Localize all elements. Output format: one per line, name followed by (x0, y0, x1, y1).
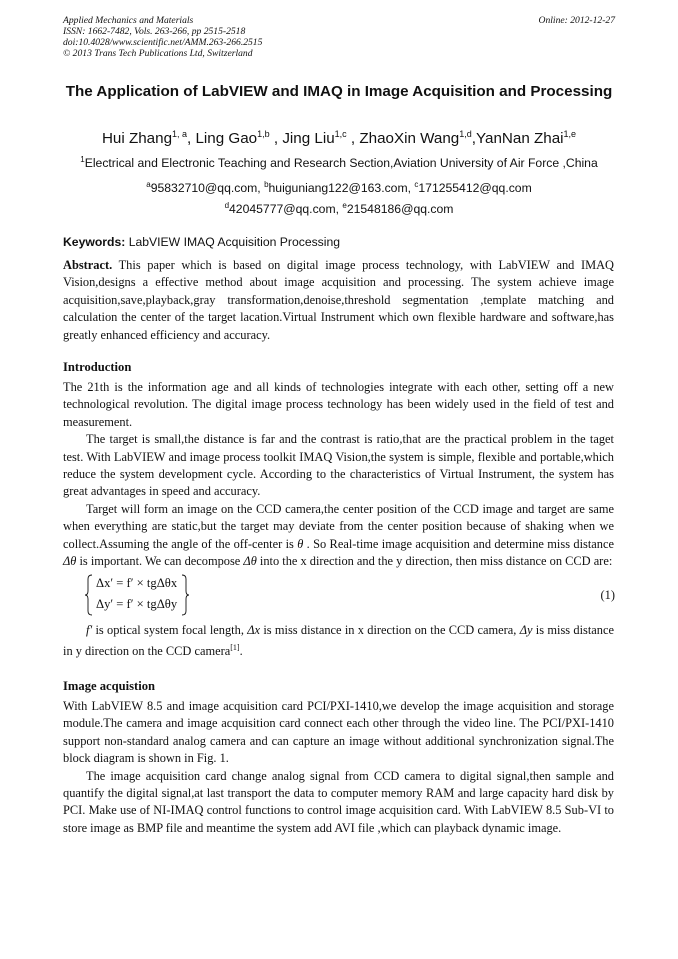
email-line-1: $^a$95832710@qq.com, $^b$huiguniang122@163.com, $^c$171255412@qq.com (146, 180, 532, 196)
email-link[interactable]: 95832710@qq.com (150, 181, 258, 196)
author-affil: 1,d (459, 129, 472, 139)
email-link[interactable]: 171255412@qq.com (418, 181, 532, 196)
section-heading-introduction: Introduction (63, 360, 132, 374)
email-line-2: $^d$42045777@qq.com, $^e$21548186@qq.com (224, 201, 454, 217)
author-name: Ling Gao (195, 130, 258, 148)
paragraph: The 21th is the information age and all kinds of technologies integrate with each other, setting off a new technological revolution. The digital image process technology has been widely used in the field of test and measurement. (63, 380, 614, 429)
equation-number: (1) (600, 588, 615, 602)
journal-header (63, 15, 615, 59)
abstract (63, 257, 614, 344)
author-affil: 1,e (563, 129, 577, 139)
right-brace-icon (181, 574, 189, 616)
author-list: Hui Zhang$^{1, a}$, Ling Gao$^{1,b}$ , Jing Liu$^{1,c}$ , ZhaoXin Wang$^{1,d}$,YanNan Zhai$^{1,e}$ (101, 129, 577, 148)
abstract-text: This paper which is based on digital image process technology, with LabVIEW and IMAQ Vision,designs a effective method about image acquisition and processing. The system achieve image acquisition,save,playback,gray transformation,denoise,threshold segmentation ,template matching and calculation the center of the target lacation.Virtual Instrument which own flexible hardware and software,has greatly enhanced efficiency and accuracy. (63, 258, 614, 342)
doi-line: doi:10.4028/www.scientific.net/AMM.263-266.2515 (63, 37, 263, 48)
author-name: Jing Liu (282, 130, 335, 148)
theta-symbol: θ (297, 536, 304, 551)
author-affil: 1,b (257, 129, 270, 139)
paragraph: The target is small,the distance is far and the contrast is ratio,that are the practical problem in the taget test. With LabVIEW and image process toolkit IMAQ Vision,the system is simple, flexible and portable,which reduce the system development cycle. According to the characteristics of Virtual Instrument, the system has great advantages in speed and accuracy. (63, 432, 614, 499)
paper-title: The Application of LabVIEW and IMAQ in Image Acquisition and Processing (65, 83, 613, 100)
copyright-line: © 2013 Trans Tech Publications Ltd, Switzerland (63, 48, 253, 59)
issn-line: ISSN: 1662-7482, Vols. 263-266, pp 2515-2518 (63, 26, 246, 37)
online-date: Online: 2012-12-27 (538, 15, 615, 26)
equation-line-y: Δy′ = f′ × tgΔθy (96, 597, 178, 611)
keywords (63, 235, 340, 249)
delta-theta-symbol: Δθ (243, 554, 257, 569)
equation-1 (85, 574, 615, 618)
citation[interactable]: [1] (230, 643, 240, 653)
equation-line-x: Δx′ = f′ × tgΔθx (96, 576, 178, 590)
keywords-text: LabVIEW IMAQ Acquisition Processing (128, 235, 341, 249)
introduction-body (63, 379, 614, 570)
affiliation: $^1$Electrical and Electronic Teaching and Research Section,Aviation University of Air Force ,China (80, 155, 598, 171)
paragraph: Target will form an image on the CCD camera,the center position of the CCD image and target are same when everything are static,but the target may deviate from the center position because of shaking when we collect.Assuming the angle of the off-center is θ . So Real-time image acquisition and determine miss distance Δθ is important. We can decompose Δθ into the x direction and the y direction, then miss distance on CCD are: (63, 501, 614, 569)
paragraph: The image acquisition card change analog signal from CCD camera to digital signal,then sample and quantify the digital signal,at last transport the data to computer memory RAM and large capacity hard disk by PCI. Make use of NI-IMAQ control functions to control image acquisition card. With LabVIEW 8.5 Sub-VI to store image as BMP file and meantime the system add AVI file ,which can playback dynamic image. (63, 768, 614, 835)
image-acquisition-body (63, 698, 614, 837)
author-name: YanNan Zhai (476, 130, 564, 148)
delta-theta-symbol: Δθ (63, 554, 77, 569)
author-affil: 1,c (334, 129, 347, 139)
focal-length-paragraph: f′ is optical system focal length, Δx is miss distance in x direction on the CCD camera, Δy is miss distance in y direction on the CCD camera[1]. (63, 623, 614, 659)
left-brace-icon (85, 574, 93, 616)
abstract-label: Abstract. (63, 258, 113, 272)
section-heading-image-acquisition: Image acquistion (63, 679, 156, 693)
author-name: Hui Zhang (101, 130, 173, 148)
email-link[interactable]: huiguniang122@163.com (268, 181, 408, 196)
author-name: ZhaoXin Wang (359, 130, 460, 148)
email-link[interactable]: 42045777@qq.com (229, 202, 336, 217)
email-link[interactable]: 21548186@qq.com (346, 202, 454, 217)
journal-name: Applied Mechanics and Materials (63, 15, 194, 26)
author-affil: 1, a (172, 129, 188, 139)
paragraph: With LabVIEW 8.5 and image acquisition card PCI/PXI-1410,we develop the image acquisition and storage module.The camera and image acquisition card connect each other through the video line. The PCI/PXI-1410 support non-standard analog camera and can capture an image without additional synchronization signal.The block diagram is shown in Fig. 1. (63, 699, 614, 766)
keywords-label: Keywords: (63, 235, 126, 249)
